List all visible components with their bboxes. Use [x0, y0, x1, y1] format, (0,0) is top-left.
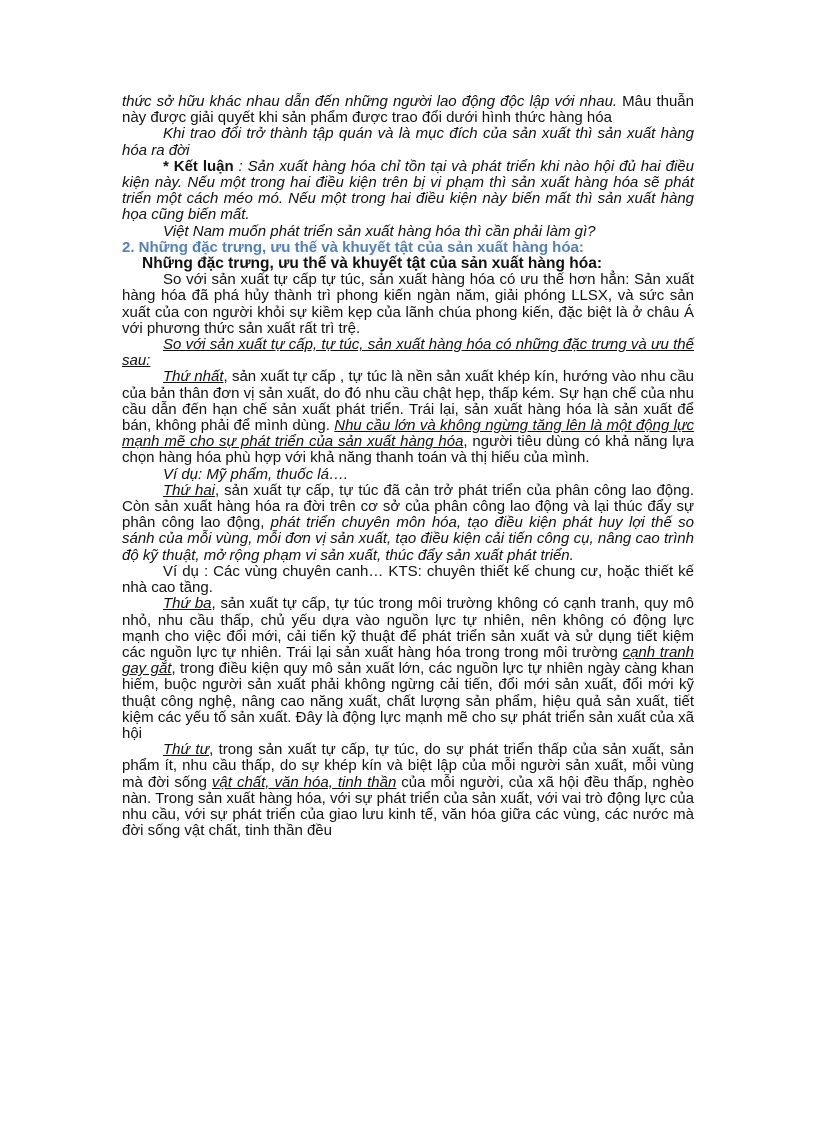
- fourth-italic: vật chất, văn hóa, tinh thần: [211, 773, 397, 791]
- paragraph-first: [122, 369, 694, 466]
- section-heading: 2. Những đặc trưng, ưu thế và khuyết tật của sản xuất hàng hóa:: [122, 238, 584, 256]
- third-text-2: , trong điều kiện quy mô sản xuất lớn, các nguồn lực tự nhiên ngày càng khan hiếm, buộc người sản xuất phải không ngừng cải tiến, đổi mới sản xuất, đổi mới kỹ thuật công nghệ, nâng cao năng xuất, chất lượng sản phẩm, hiệu quả sản xuất, tiết kiệm các yếu tố sản xuất. Đây là động lực mạnh mẽ cho sự phát triển sản xuất của xã hội: [122, 660, 694, 742]
- fourth-label: Thứ tư: [163, 741, 210, 759]
- paragraph-example-2: Ví dụ : Các vùng chuyên canh… KTS: chuyên thiết kế chung cư, hoặc thiết kế nhà cao tầng.: [122, 562, 694, 597]
- paragraph-compare: So với sản xuất tự cấp tự túc, sản xuất hàng hóa có ưu thế hơn hẳn: Sản xuất hàng hóa đã phá hủy thành trì phong kiến ngàn năm, giải phóng LLSX, và sức sản xuất của con người khỏi sự kiềm kẹp của lãnh chúa phong kiến, đặc biệt là ở châu Á với phương thức sản xuất rất trì trệ.: [122, 271, 694, 337]
- paragraph-ownership: [122, 94, 694, 126]
- paragraph-third: [122, 596, 694, 742]
- third-italic: cạnh tranh gay gắt: [122, 643, 694, 678]
- first-text-2: , người tiêu dùng có khả năng lựa chọn hàng hóa phù hợp với khả năng thanh toán và thị hiếu của mình.: [122, 433, 695, 467]
- paragraph-question: Việt Nam muốn phát triển sản xuất hàng hóa thì cần phải làm gì?: [163, 222, 596, 240]
- sub-heading: Những đặc trưng, ưu thế và khuyết tật của sản xuất hàng hóa:: [142, 255, 602, 273]
- second-label: Thứ hai: [163, 481, 216, 499]
- document-page: [122, 94, 694, 839]
- first-italic: Nhu cầu lớn và không ngừng tăng lên là một động lực mạnh mẽ cho sự phát triển của sản xuất hàng hóa: [122, 417, 694, 451]
- paragraph-conclusion: [122, 159, 694, 224]
- first-label: Thứ nhất: [163, 368, 224, 386]
- ownership-text: Mâu thuẫn này được giải quyết khi sản phẩm được trao đổi dưới hình thức hàng hóa: [122, 93, 694, 127]
- fourth-text-2: của mỗi người, của xã hội đều thấp, nghèo nàn. Trong sản xuất hàng hóa, với sự phát triển của sản xuất, với vai trò động lực của nhu cầu, với sự phát triển của giao lưu kinh tế, văn hóa giữa các vùng, các nước mà đời sống vật chất, tinh thần đều: [122, 773, 694, 840]
- paragraph-example-1: Ví dụ: Mỹ phẩm, thuốc lá….: [163, 465, 349, 483]
- third-label: Thứ ba: [163, 595, 212, 613]
- ownership-italic: thức sở hữu khác nhau dẫn đến những người lao động độc lập với nhau.: [122, 93, 618, 110]
- conclusion-text: : Sản xuất hàng hóa chỉ tồn tại và phát triển khi nào hội đủ hai điều kiện này. Nếu một trong hai điều kiện trên bị vi phạm thì sản xuất hàng hóa sẽ phát triển một cách méo mó. Nếu một trong hai điều kiện này biến mất thì sản xuất hàng họa cũng biến mất.: [122, 157, 694, 224]
- second-italic: phát triển chuyên môn hóa, tạo điều kiện phát huy lợi thế so sánh của mỗi vùng, mỗi đơn vị sản xuất, tạo điều kiện cải tiến công cụ, nâng cao trình độ kỹ thuật, mở rộng phạm vi sản xuất, thúc đẩy sản xuất phát triển.: [122, 514, 694, 564]
- paragraph-second: [122, 483, 694, 564]
- paragraph-exchange: Khi trao đổi trở thành tập quán và là mục đích của sản xuất thì sản xuất hàng hóa ra đời: [122, 125, 694, 159]
- second-text-1: , sản xuất tự cấp, tự túc đã cản trở phát triển của phân công lao động. Còn sản xuất hàng hóa ra đời trên cơ sở của phân công lao động và lại thúc đẩy sự phân công lao động,: [122, 481, 694, 532]
- third-text-1: , sản xuất tự cấp, tự túc trong môi trường không có cạnh tranh, quy mô nhỏ, nhu cầu thấp, chủ yếu dựa vào nguồn lực tự nhiên, nên không có động lực mạnh cho việc đổi mới, cải tiến kỹ thuật để phát triển sản xuất và sử dụng tiết kiệm các nguồn lực tự nhiên. Trái lại sản xuất hàng hóa trong trong môi trường: [122, 595, 694, 661]
- conclusion-label: * Kết luận: [163, 157, 234, 175]
- first-text-1: , sản xuất tự cấp , tự túc là nền sản xuất khép kín, hướng vào nhu cầu của bản thân đơn vị sản xuất, do đó nhu cầu chật hẹp, thấp kém. Sự hạn chế của nhu cầu dẫn đến hạn chế sản xuất phát triển. Trái lại, sản xuất hàng hóa là sản xuất để bán, không phải để mình dùng.: [122, 368, 695, 435]
- fourth-text-1: , trong sản xuất tự cấp, tự túc, do sự phát triển thấp của sản xuất, sản phẩm ít, nhu cầu thấp, do sự khép kín và biệt lập của mỗi người sản xuất, mỗi vùng mà đời sống: [122, 741, 694, 791]
- paragraph-features: So với sản xuất tự cấp, tự túc, sản xuất hàng hóa có những đặc trưng và ưu thế sau:: [122, 336, 694, 370]
- paragraph-fourth: [122, 742, 694, 839]
